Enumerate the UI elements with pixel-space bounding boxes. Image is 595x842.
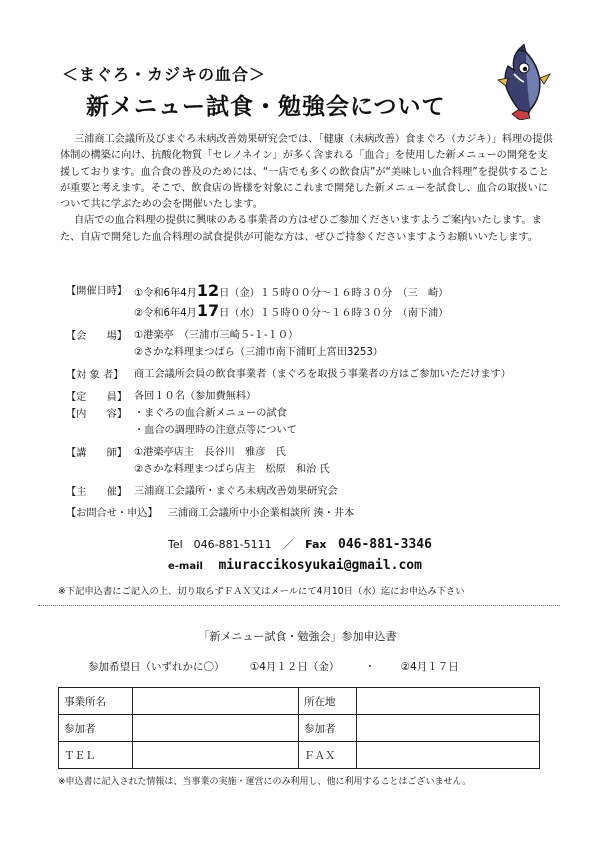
contact-text: 三浦商工会議所中小企業相談所 湊・井本 xyxy=(167,508,355,519)
address-label: 所在地 xyxy=(299,688,357,715)
participant-1-field[interactable] xyxy=(133,715,299,742)
lecturer-2: ②さかな料理まつばら店主 松原 和治 氏 xyxy=(134,464,330,475)
target-row xyxy=(66,366,561,383)
contact-label: 【お問合せ・申込】 xyxy=(66,508,158,519)
content-2: ・血合の調理時の注意点等について xyxy=(134,425,297,436)
venue-1: ①港楽亭 （三浦市三崎５-１-１０） xyxy=(134,330,299,341)
email-line xyxy=(168,558,422,573)
content-label: 【内 容】 xyxy=(66,409,128,420)
intro-paragraph-2: 自店での血合料理の提供に興味のある事業者の方はぜひご参加くださいますようご案内いたします。また、自店で開発した血合料理の試食提供が可能な方は、ぜひご持参くださいますようお願いいたします。 xyxy=(60,215,542,243)
email-address[interactable]: miuraccikosyukai@gmail.com xyxy=(218,558,422,573)
venue-2: ②さかな料理まつばら（三浦市南下浦町上宮田3253） xyxy=(134,347,383,358)
capacity-label: 【定 員】 xyxy=(66,392,128,403)
event-subtitle: ＜まぐろ・カジキの血合＞ xyxy=(62,65,267,84)
lecturer-label: 【講 師】 xyxy=(66,448,128,459)
business-name-field[interactable] xyxy=(133,688,299,715)
lecturer-1: ①港楽亭店主 長谷川 雅彦 氏 xyxy=(134,447,286,458)
tuna-icon xyxy=(484,44,554,120)
application-note: ※下記申込書にご記入の上、切り取らずＦＡＸ又はメールにて4月10日（水）迄にお申込み下さい xyxy=(58,586,465,597)
privacy-footnote: ※申込書に記入された情報は、当事業の実施・運営にのみ利用し、他に利用することはございません。 xyxy=(58,777,472,787)
fax-number: 046-881-3346 xyxy=(338,537,432,552)
venue-label: 【会 場】 xyxy=(66,331,128,342)
participant-2-label: 参加者 xyxy=(299,715,357,742)
choice-option-2[interactable]: ②4月１７日 xyxy=(400,661,459,673)
tel-label: ＴＥＬ xyxy=(59,742,133,769)
date-2: ②令和6年4月17日（水）１５時００分～１６時３０分 （南下浦） xyxy=(134,301,449,320)
participant-2-field[interactable] xyxy=(357,715,540,742)
capacity-text: 各回１０名（参加費無料） xyxy=(134,391,257,402)
cut-line-divider xyxy=(38,605,560,606)
datetime-row xyxy=(66,282,561,322)
target-text: 商工会議所会員の飲食事業者（まぐろを取扱う事業者の方はご参加いただけます） xyxy=(134,369,511,380)
datetime-label: 【開催日時】 xyxy=(66,286,128,297)
host-row xyxy=(66,483,561,500)
fax-label: Fax xyxy=(305,538,327,551)
tel-number: Tel 046-881-5111 ／ xyxy=(168,538,294,551)
event-title: 新メニュー試食・勉強会について xyxy=(86,94,446,120)
event-details xyxy=(66,282,561,526)
tel-fax-line xyxy=(168,536,432,552)
form-title: 「新メニュー試食・勉強会」参加申込書 xyxy=(198,630,397,643)
contact-row xyxy=(66,505,561,522)
lecturer-row xyxy=(66,444,561,478)
fax-field[interactable] xyxy=(357,742,540,769)
application-form-table xyxy=(58,687,540,769)
choice-separator: ・ xyxy=(364,661,376,673)
intro-text xyxy=(60,132,556,246)
target-label: 【対 象 者】 xyxy=(66,370,124,381)
venue-row xyxy=(66,327,561,361)
content-1: ・まぐろの血合新メニューの試食 xyxy=(134,408,287,419)
host-label: 【主 催】 xyxy=(66,487,128,498)
date-1: ①令和6年4月12日（金）１５時００分～１６時３０分 （三 崎） xyxy=(134,281,449,300)
table-row xyxy=(59,742,540,769)
email-label: e-mail xyxy=(168,561,203,572)
host-text: 三浦商工会議所・まぐろ未病改善効果研究会 xyxy=(134,486,338,497)
capacity-row xyxy=(66,388,561,405)
date-choice-line xyxy=(88,659,481,674)
table-row xyxy=(59,688,540,715)
tel-field[interactable] xyxy=(133,742,299,769)
table-row xyxy=(59,715,540,742)
participant-1-label: 参加者 xyxy=(59,715,133,742)
address-field[interactable] xyxy=(357,688,540,715)
content-row xyxy=(66,405,561,439)
choice-option-1[interactable]: ①4月１２日（金） xyxy=(249,661,340,673)
business-name-label: 事業所名 xyxy=(59,688,133,715)
choice-label: 参加希望日（いずれかに〇） xyxy=(88,661,225,673)
fax-field-label: ＦＡＸ xyxy=(299,742,357,769)
intro-paragraph-1: 三浦商工会議所及びまぐろ未病改善効果研究会では、「健康（未病改善）食まぐろ（カジキ）」料理の提供体制の構築に向け、抗酸化物質「セレノネイン」が多く含まれる「血合」を使用した新メニューの開発を支援しております。血合食の普及のためには、“一店でも多くの飲食店”が“美味しい血合料理”を提供することが重要と考えます。そこで、飲食店の皆様を対象にこれまで開発した新メニューを試食し、血合の取扱いについて共に学ぶための会を開催いたします。 xyxy=(60,134,553,211)
